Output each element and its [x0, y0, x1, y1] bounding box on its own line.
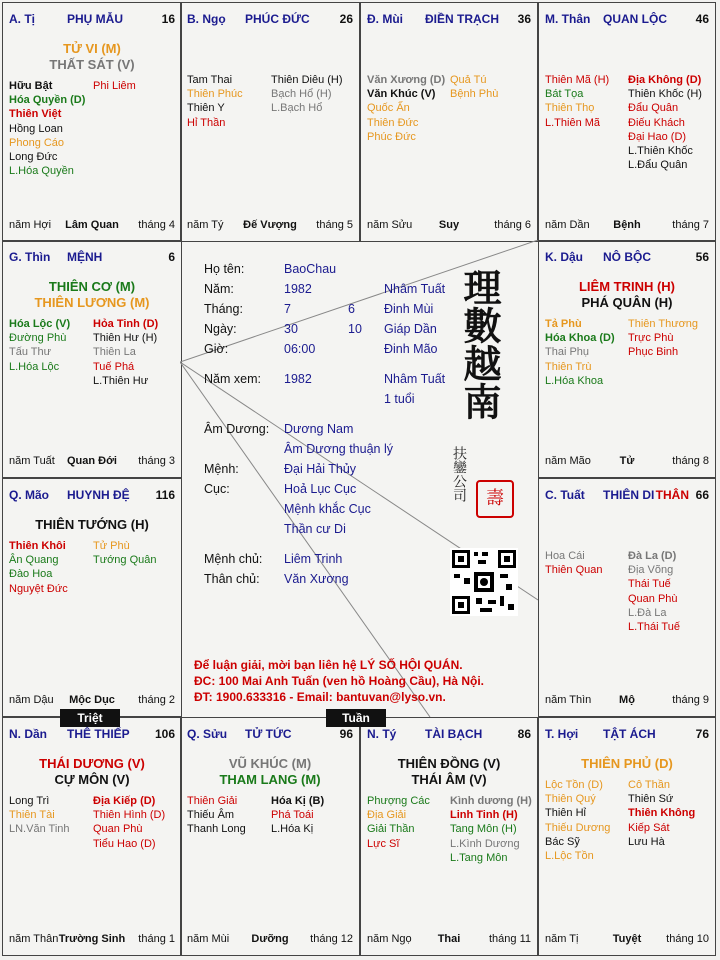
palace-age: 76	[695, 727, 709, 741]
am-duong-note: Âm Dương thuận lý	[284, 442, 393, 456]
small-seal-text: 扶鑾公司	[451, 446, 467, 502]
palace-name: THÊ THIẾP	[67, 727, 130, 741]
palace-footer	[545, 455, 709, 469]
palace-name: MỆNH	[67, 250, 103, 264]
right-star-column	[628, 317, 698, 360]
left-star-column	[367, 73, 445, 144]
minor-star: Điếu Khách	[628, 116, 685, 129]
left-star-column	[545, 549, 602, 577]
minor-star: Đẩu Quân	[628, 102, 679, 115]
right-star-column	[93, 79, 136, 93]
hour-value: 06:00	[284, 342, 316, 356]
minor-star: L.Thiên Hư	[93, 374, 149, 387]
palace-footer	[9, 933, 175, 947]
minor-star: Hóa Khoa (D)	[545, 332, 615, 345]
footer-cycle: Quan Đới	[67, 455, 117, 467]
main-star: THIÊN TƯỚNG (H)	[35, 517, 149, 532]
minor-star: Đường Phù	[9, 332, 67, 345]
footer-year: năm Tý	[187, 219, 224, 231]
day-label: Ngày:	[204, 322, 237, 336]
minor-star: Thiên Thương	[628, 318, 699, 330]
menh-value: Đại Hải Thủy	[284, 462, 357, 476]
minor-star: Hoa Cái	[545, 550, 585, 562]
palace-age: 116	[155, 488, 175, 502]
minor-star: Thiên Giải	[187, 795, 238, 807]
minor-star: Tấu Thư	[9, 346, 52, 359]
minor-star: Trực Phù	[628, 332, 674, 345]
footer-cycle: Dưỡng	[251, 933, 289, 945]
contact-line-1: Để luận giải, mời bạn liên hệ LÝ SỐ HỘI QUÁN.	[194, 658, 463, 672]
palace-footer	[367, 933, 531, 947]
minor-star: Lộc Tồn (D)	[545, 779, 603, 791]
palace-age: 66	[695, 488, 709, 502]
right-star-column	[628, 549, 680, 634]
minor-star: Văn Xương (D)	[367, 74, 446, 86]
footer-year: năm Thìn	[545, 694, 592, 706]
minor-star: Quan Phù	[93, 823, 143, 836]
footer-month: tháng 7	[672, 219, 709, 231]
palace-name: PHỤ MẪU	[67, 12, 123, 26]
footer-cycle: Bệnh	[613, 219, 641, 231]
minor-star: Thiếu Dương	[545, 821, 611, 834]
palace-footer	[9, 694, 175, 708]
palace-header	[545, 250, 709, 266]
hour-canchi: Đinh Mão	[384, 342, 438, 356]
left-star-column	[545, 778, 610, 863]
right-star-column	[93, 317, 158, 388]
palace-position: N. Dần	[9, 727, 48, 741]
minor-star: Thiên Hư (H)	[93, 332, 158, 345]
palace-header	[187, 727, 353, 743]
right-star-column	[628, 778, 695, 849]
minor-star: L.Đẩu Quân	[628, 159, 688, 172]
main-star: THIÊN CƠ (M)	[48, 279, 136, 294]
red-seal-stamp: 壽	[476, 480, 514, 518]
minor-star: Tuế Phá	[93, 360, 135, 373]
main-star: THIÊN LƯƠNG (M)	[34, 295, 150, 310]
palace-age: 56	[695, 250, 709, 264]
view-year-value: 1982	[284, 372, 312, 386]
footer-cycle: Trường Sinh	[58, 933, 126, 945]
palace-name: QUAN LỘC	[603, 12, 667, 26]
calligraphy-logo: 理數越南	[457, 268, 502, 420]
minor-star: Thiên Tài	[9, 809, 55, 822]
palace-footer	[9, 219, 175, 233]
minor-star: LN.Văn Tinh	[9, 823, 70, 836]
minor-star: Nguyệt Đức	[9, 582, 68, 595]
main-star: THIÊN ĐỒNG (V)	[397, 756, 501, 771]
menh-chu-value: Liêm Trinh	[284, 552, 343, 566]
palace-suu	[180, 717, 360, 956]
month-canchi: Đinh Mùi	[384, 302, 434, 316]
triet-tag: Triệt	[60, 709, 120, 727]
palace-position: C. Tuất	[545, 488, 585, 502]
month-solar: 7	[284, 302, 291, 316]
minor-star: Bác Sỹ	[545, 835, 580, 848]
minor-star: Hóa Lộc (V)	[9, 318, 71, 330]
minor-star: L.Lộc Tồn	[545, 850, 594, 863]
minor-star: Phục Binh	[628, 346, 679, 359]
palace-name: HUYNH ĐỆ	[67, 488, 130, 502]
minor-star: Thiên Khôi	[9, 540, 66, 552]
minor-star: Long Trì	[9, 795, 50, 807]
palace-dan	[2, 717, 182, 956]
minor-star: Lực Sĩ	[367, 837, 400, 850]
year-label: Năm:	[204, 282, 234, 296]
minor-star: L.Thiên Khốc	[628, 145, 693, 158]
minor-star: Thiên Việt	[9, 108, 62, 121]
minor-star: Phượng Các	[367, 795, 430, 807]
minor-star: Đại Hao (D)	[628, 130, 687, 143]
footer-month: tháng 1	[138, 933, 175, 945]
minor-star: Thiên La	[93, 346, 136, 359]
minor-star: Thiên Phúc	[187, 88, 243, 101]
minor-star: Địa Giải	[367, 809, 407, 822]
minor-star: Kình dương (H)	[450, 795, 532, 807]
minor-star: L.Đà La	[628, 606, 667, 619]
footer-year: năm Tị	[545, 933, 579, 945]
left-star-column	[187, 73, 243, 130]
minor-star: Thiên Không	[628, 807, 696, 820]
right-star-column	[271, 794, 324, 837]
view-year-canchi: Nhâm Tuất	[384, 372, 446, 386]
palace-footer	[545, 219, 709, 233]
minor-star: L.Tang Môn	[450, 851, 508, 864]
minor-star: Hóa Quyền (D)	[9, 94, 86, 107]
footer-year: năm Sửu	[367, 219, 413, 231]
palace-dau	[538, 240, 716, 478]
cuc-label: Cục:	[204, 482, 230, 496]
minor-star: Đà La (D)	[628, 550, 677, 562]
minor-star: Thiên Diêu (H)	[271, 74, 343, 86]
main-star: THAM LANG (M)	[219, 772, 321, 787]
palace-thin	[2, 240, 182, 478]
main-star: CỰ MÔN (V)	[54, 772, 130, 787]
main-star: LIÊM TRINH (H)	[578, 279, 676, 294]
footer-cycle: Tuyệt	[612, 933, 642, 945]
minor-star: Tướng Quân	[93, 554, 157, 567]
minor-star: L.Thiên Mã	[545, 116, 601, 129]
minor-star: Giải Thần	[367, 823, 415, 836]
tuan-tag: Tuần	[326, 709, 386, 727]
minor-star: Tam Thai	[187, 74, 233, 86]
minor-star: Địa Kiếp (D)	[93, 795, 156, 807]
palace-footer	[367, 219, 531, 233]
day-canchi: Giáp Dần	[384, 322, 437, 336]
footer-year: năm Mão	[545, 455, 591, 467]
month-lunar: 6	[348, 302, 355, 316]
main-star: TỬ VI (M)	[63, 41, 121, 56]
footer-month: tháng 8	[672, 455, 709, 467]
palace-position: K. Dậu	[545, 250, 584, 264]
palace-age: 96	[339, 727, 353, 741]
minor-star: Thiên Sứ	[628, 793, 674, 806]
view-year-label: Năm xem:	[204, 372, 261, 386]
palace-footer	[187, 219, 353, 233]
footer-month: tháng 6	[494, 219, 531, 231]
palace-than	[538, 2, 716, 242]
palace-header	[545, 727, 709, 743]
palace-position: Đ. Mùi	[367, 12, 403, 26]
palace-position: A. Tị	[9, 12, 35, 26]
day-lunar: 10	[348, 322, 362, 336]
palace-position: N. Tý	[367, 727, 397, 741]
footer-cycle: Mộ	[619, 694, 635, 706]
minor-star: Quốc Ấn	[367, 102, 410, 115]
minor-star: Kiếp Sát	[628, 821, 670, 834]
minor-star: L.Hóa Kị	[271, 823, 314, 836]
minor-star: Quan Phù	[628, 592, 678, 605]
minor-star: Thiên Hỉ	[545, 807, 586, 820]
right-star-column	[93, 794, 165, 851]
palace-ngo	[180, 2, 360, 242]
name-value: BaoChau	[284, 262, 337, 276]
am-duong-value: Dương Nam	[284, 422, 354, 436]
minor-star: Bát Tọa	[545, 88, 584, 101]
palace-footer	[545, 694, 709, 708]
minor-star: Thiên Y	[187, 102, 225, 115]
minor-star: Tả Phù	[545, 318, 582, 330]
minor-star: Phá Toái	[271, 809, 314, 822]
menh-label: Mệnh:	[204, 462, 239, 476]
footer-year: năm Ngọ	[367, 933, 412, 945]
minor-star: L.Hóa Lộc	[9, 360, 60, 373]
footer-month: tháng 9	[672, 694, 709, 706]
palace-age: 6	[168, 250, 175, 264]
palace-age: 16	[161, 12, 175, 26]
minor-star: Phúc Đức	[367, 130, 416, 143]
footer-cycle: Suy	[438, 219, 460, 231]
palace-hoi	[538, 717, 716, 956]
minor-star: Địa Võng	[628, 564, 674, 577]
minor-star: Thai Phụ	[545, 346, 590, 359]
minor-star: Phi Liêm	[93, 80, 136, 92]
than-marker: THÂN	[655, 488, 689, 502]
minor-star: Thiên Quan	[545, 564, 603, 577]
palace-age: 46	[695, 12, 709, 26]
cuc-note: Mệnh khắc Cục	[284, 502, 371, 516]
footer-year: năm Hợi	[9, 219, 52, 231]
footer-month: tháng 3	[138, 455, 175, 467]
footer-month: tháng 10	[666, 933, 709, 945]
palace-header	[545, 488, 709, 504]
footer-cycle: Đế Vượng	[243, 219, 297, 231]
minor-star: Thái Tuế	[628, 578, 671, 591]
minor-star: Hỉ Thần	[187, 116, 226, 129]
minor-star: Hỏa Tinh (D)	[93, 318, 159, 330]
footer-month: tháng 4	[138, 219, 175, 231]
left-star-column	[9, 317, 70, 374]
minor-star: Thiên Khốc (H)	[628, 88, 702, 101]
hour-label: Giờ:	[204, 342, 229, 356]
footer-year: năm Tuất	[9, 455, 55, 467]
main-star: THIÊN PHỦ (D)	[581, 756, 673, 771]
palace-position: M. Thân	[545, 12, 591, 26]
right-star-column	[628, 73, 702, 172]
palace-name: PHÚC ĐỨC	[245, 12, 310, 26]
footer-month: tháng 11	[488, 933, 531, 945]
minor-star: Tử Phù	[93, 540, 130, 552]
right-star-column	[93, 539, 157, 567]
palace-header	[9, 727, 175, 743]
right-star-column	[450, 73, 498, 101]
palace-age: 36	[517, 12, 531, 26]
palace-name: THIÊN DI	[603, 488, 655, 502]
footer-cycle: Thai	[437, 933, 461, 945]
minor-star: Đào Hoa	[9, 568, 53, 581]
left-star-column	[367, 794, 430, 851]
age-value: 1 tuổi	[384, 392, 415, 406]
center-info-panel	[180, 240, 538, 717]
footer-month: tháng 12	[310, 933, 353, 945]
footer-cycle: Lâm Quan	[65, 219, 119, 231]
palace-header	[187, 12, 353, 28]
footer-month: tháng 5	[316, 219, 353, 231]
palace-footer	[545, 933, 709, 947]
left-star-column	[9, 794, 70, 837]
am-duong-label: Âm Dương:	[204, 422, 270, 436]
palace-ty	[2, 2, 182, 242]
footer-year: năm Dần	[545, 219, 590, 231]
minor-star: Bạch Hổ (H)	[271, 88, 332, 101]
palace-header	[9, 250, 175, 266]
day-solar: 30	[284, 322, 298, 336]
palace-ty2	[360, 717, 538, 956]
palace-header	[545, 12, 709, 28]
palace-header	[9, 488, 175, 504]
left-star-column	[545, 317, 615, 388]
palace-position: B. Ngọ	[187, 12, 226, 26]
palace-name: TỬ TỨC	[245, 727, 292, 741]
main-star: THẤT SÁT (V)	[49, 57, 135, 72]
cuc-value: Hoả Lục Cục	[284, 482, 357, 496]
minor-star: Thanh Long	[187, 823, 246, 836]
palace-footer	[187, 933, 353, 947]
main-star: VŨ KHÚC (M)	[228, 756, 312, 771]
minor-star: Địa Không (D)	[628, 74, 702, 86]
right-star-column	[271, 73, 343, 116]
minor-star: L.Hóa Quyền	[9, 165, 74, 178]
minor-star: Thiên Đức	[367, 116, 419, 129]
minor-star: L.Bạch Hổ	[271, 102, 323, 115]
minor-star: Hữu Bật	[9, 80, 53, 92]
palace-position: T. Hợi	[545, 727, 579, 741]
minor-star: Tang Môn (H)	[450, 823, 517, 836]
palace-position: G. Thìn	[9, 250, 51, 264]
main-star: PHÁ QUÂN (H)	[581, 295, 673, 310]
left-star-column	[9, 79, 85, 178]
minor-star: Tiểu Hao (D)	[93, 837, 156, 850]
palace-name: ĐIỀN TRẠCH	[425, 12, 499, 26]
footer-year: năm Thân	[9, 933, 59, 945]
palace-footer	[9, 455, 175, 469]
palace-header	[9, 12, 175, 28]
than-cu-note: Thần cư Di	[284, 522, 346, 536]
year-canchi: Nhâm Tuất	[384, 282, 446, 296]
palace-header	[367, 12, 531, 28]
minor-star: Hóa Kị (B)	[271, 795, 325, 807]
palace-age: 106	[154, 727, 175, 741]
minor-star: Văn Khúc (V)	[367, 88, 436, 101]
contact-line-3: ĐT: 1900.633316 - Email: bantuvan@lyso.vn.	[194, 690, 446, 704]
footer-cycle: Mộc Dục	[69, 694, 115, 706]
footer-cycle: Tử	[619, 455, 635, 467]
contact-line-2: ĐC: 100 Mai Anh Tuấn (ven hồ Hoàng Cầu), Hà Nội.	[194, 674, 485, 688]
palace-name: TÀI BẠCH	[425, 727, 483, 741]
minor-star: L.Thái Tuế	[628, 621, 680, 634]
qr-code	[450, 548, 518, 616]
main-star: THÁI DƯƠNG (V)	[39, 756, 145, 771]
palace-tuat	[538, 478, 716, 717]
minor-star: Ân Quang	[9, 554, 59, 567]
palace-mao	[2, 478, 182, 717]
minor-star: Lưu Hà	[628, 835, 665, 848]
palace-header	[367, 727, 531, 743]
palace-age: 86	[517, 727, 531, 741]
minor-star: Thiên Quý	[545, 793, 596, 806]
left-star-column	[545, 73, 609, 130]
minor-star: Hồng Loan	[9, 122, 63, 135]
year-value: 1982	[284, 282, 312, 296]
minor-star: Quả Tú	[450, 74, 487, 86]
minor-star: Cô Thần	[628, 779, 670, 791]
palace-position: Q. Mão	[9, 488, 50, 502]
main-star: THÁI ÂM (V)	[411, 772, 487, 787]
palace-name: NÔ BỘC	[603, 250, 651, 264]
palace-position: Q. Sửu	[187, 727, 228, 741]
minor-star: Phong Cáo	[9, 136, 65, 149]
minor-star: Thiên Hình (D)	[93, 809, 166, 822]
menh-chu-label: Mệnh chủ:	[204, 552, 263, 566]
palace-mui	[360, 2, 538, 242]
footer-year: năm Mùi	[187, 933, 230, 945]
month-label: Tháng:	[204, 302, 243, 316]
name-label: Họ tên:	[204, 262, 245, 276]
left-star-column	[9, 539, 68, 596]
than-chu-label: Thân chủ:	[204, 572, 260, 586]
palace-name: TẬT ÁCH	[603, 727, 656, 741]
minor-star: Long Đức	[9, 151, 58, 164]
minor-star: Linh Tinh (H)	[450, 809, 518, 822]
minor-star: Thiên Mã (H)	[545, 74, 610, 86]
minor-star: Thiên Trù	[545, 360, 592, 373]
right-star-column	[450, 794, 532, 865]
footer-year: năm Dậu	[9, 694, 54, 706]
minor-star: Bệnh Phù	[450, 88, 499, 101]
minor-star: Thiên Thọ	[545, 102, 595, 115]
palace-age: 26	[339, 12, 353, 26]
left-star-column	[187, 794, 246, 837]
footer-month: tháng 2	[138, 694, 175, 706]
minor-star: L.Hóa Khoa	[545, 374, 604, 387]
than-chu-value: Văn Xương	[284, 572, 349, 586]
minor-star: Thiếu Âm	[187, 809, 235, 822]
minor-star: L.Kình Dương	[450, 837, 520, 850]
